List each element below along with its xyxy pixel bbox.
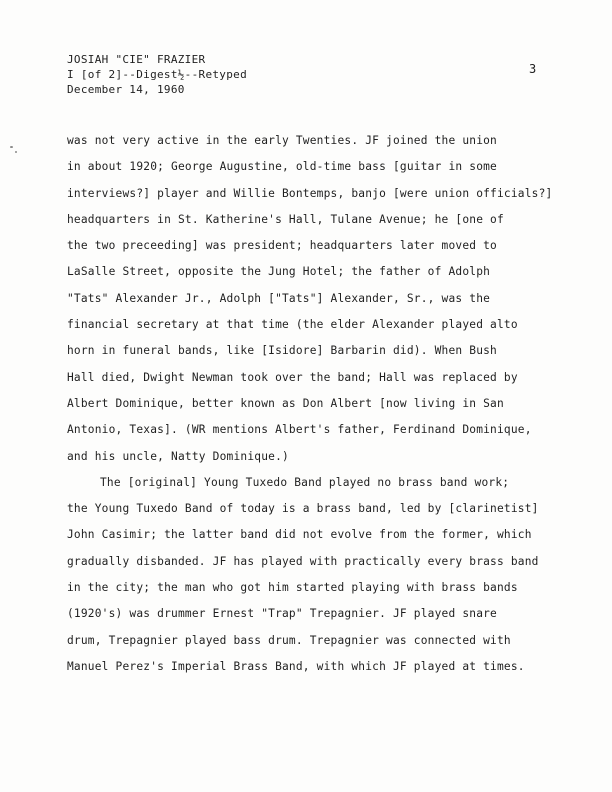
text-line: Albert Dominique, better known as Don Albert [now living in San <box>67 396 504 410</box>
text-line: Manuel Perez's Imperial Brass Band, with which JF played at times. <box>67 659 525 673</box>
body-text <box>67 128 567 680</box>
header-interviewee-name: JOSIAH "CIE" FRAZIER <box>67 53 206 66</box>
text-line: The [original] Young Tuxedo Band played no brass band work; <box>100 475 510 489</box>
text-line: (1920's) was drummer Ernest "Trap" Trepagnier. JF played snare <box>67 607 497 621</box>
text-line: LaSalle Street, opposite the Jung Hotel; the father of Adolph <box>67 265 491 279</box>
text-line: the two preceeding] was president; headquarters later moved to <box>67 239 497 253</box>
text-line: was not very active in the early Twenties. JF joined the union <box>67 134 497 147</box>
text-line: horn in funeral bands, like [Isidore] Barbarin did). When Bush <box>67 344 497 358</box>
text-line: headquarters in St. Katherine's Hall, Tulane Avenue; he [one of <box>67 212 504 226</box>
text-line: drum, Trepagnier played bass drum. Trepagnier was connected with <box>67 633 511 647</box>
text-line: John Casimir; the latter band did not evolve from the former, which <box>67 528 532 542</box>
text-line: in about 1920; George Augustine, old-time bass [guitar in some <box>67 160 497 174</box>
document-header <box>67 52 247 97</box>
paragraph <box>67 470 567 680</box>
header-reel-info: I [of 2]--Digest½--Retyped <box>67 68 247 81</box>
text-line: gradually disbanded. JF has played with practically every brass band <box>67 554 539 568</box>
text-line: interviews?] player and Willie Bontemps, banjo [were union officials?] <box>67 186 553 200</box>
text-line: the Young Tuxedo Band of today is a brass band, led by [clarinetist] <box>67 502 539 516</box>
text-line: financial secretary at that time (the elder Alexander played alto <box>67 318 518 332</box>
page-number: 3 <box>529 62 537 76</box>
header-date: December 14, 1960 <box>67 83 185 96</box>
text-line: Antonio, Texas]. (WR mentions Albert's father, Ferdinand Dominique, <box>67 423 532 437</box>
text-line: "Tats" Alexander Jr., Adolph ["Tats"] Alexander, Sr., was the <box>67 291 491 305</box>
scan-speck-marks <box>10 140 22 160</box>
text-line: Hall died, Dwight Newman took over the band; Hall was replaced by <box>67 370 518 384</box>
text-line: in the city; the man who got him started playing with brass bands <box>67 581 518 595</box>
paragraph <box>67 128 567 470</box>
text-line: and his uncle, Natty Dominique.) <box>67 449 289 463</box>
